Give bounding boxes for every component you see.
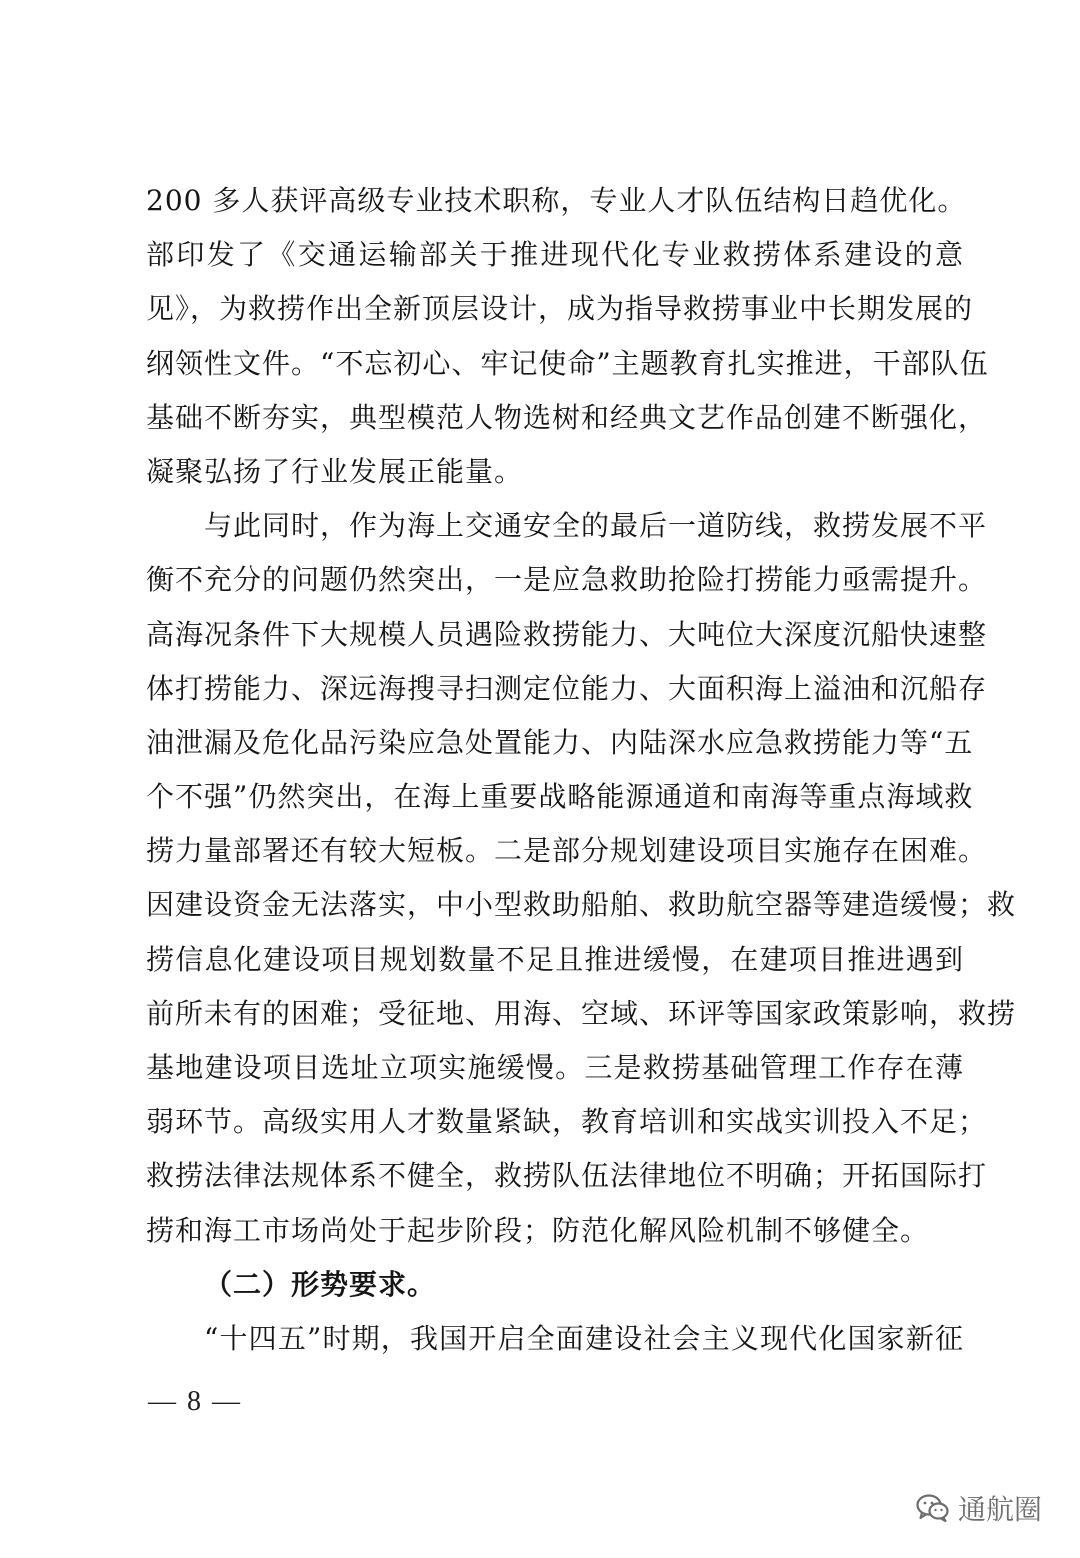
text-line: 救捞法律法规体系不健全，救捞队伍法律地位不明确；开拓国际打: [146, 1159, 988, 1193]
text-line: 见》，为救捞作出全新顶层设计，成为指导救捞事业中长期发展的: [146, 292, 974, 326]
text-line: 捞和海工市场尚处于起步阶段；防范化解风险机制不够健全。: [146, 1213, 930, 1247]
watermark-text: 通航圈: [957, 1493, 1042, 1526]
text-line: 油泄漏及危化品污染应急处置能力、内陆深水应急救捞能力等“五: [146, 725, 974, 759]
page-number: — 8 —: [148, 1386, 242, 1417]
text-line: 纲领性文件。“不忘初心、牢记使命”主题教育扎实推进，干部队伍: [146, 346, 989, 380]
text-line: 因建设资金无法落实，中小型救助船舶、救助航空器等建造缓慢；救: [146, 888, 1017, 922]
text-line: 基础不断夯实，典型模范人物选树和经典文艺作品创建不断强化，: [146, 400, 988, 434]
text-line: 个不强”仍然突出，在海上重要战略能源通道和南海等重点海域救: [146, 780, 974, 814]
text-line: 部印发了《交通运输部关于推进现代化专业救捞体系建设的意: [146, 238, 964, 272]
text-line: 200 多人获评高级专业技术职称，专业人才队伍结构日趋优化。: [146, 184, 967, 217]
text-line: 前所未有的困难；受征地、用海、空域、环评等国家政策影响，救捞: [146, 996, 1017, 1030]
text-line: 捞信息化建设项目规划数量不足且推进缓慢，在建项目推进遇到: [146, 942, 964, 976]
text-line: 体打捞能力、深远海搜寻扫测定位能力、大面积海上溢油和沉船存: [146, 671, 988, 705]
section-heading: （二）形势要求。: [204, 1267, 437, 1301]
text-line: 与此同时，作为海上交通安全的最后一道防线，救捞发展不平: [204, 509, 988, 543]
text-line: “十四五”时期，我国开启全面建设社会主义现代化国家新征: [204, 1321, 964, 1355]
text-line: 基地建设项目选址立项实施缓慢。三是救捞基础管理工作存在薄: [146, 1051, 964, 1084]
text-line: 捞力量部署还有较大短板。二是部分规划建设项目实施存在困难。: [146, 834, 988, 868]
text-line: 高海况条件下大规模人员遇险救捞能力、大吨位大深度沉船快速整: [146, 617, 988, 651]
text-line: 凝聚弘扬了行业发展正能量。: [146, 454, 524, 488]
body-text: [146, 174, 1017, 1366]
text-line: 衡不充分的问题仍然突出，一是应急救助抢险打捞能力亟需提升。: [146, 563, 988, 597]
text-line: 弱环节。高级实用人才数量紧缺，教育培训和实战实训投入不足；: [146, 1105, 988, 1139]
watermark: [916, 1488, 1042, 1528]
wechat-icon: [916, 1493, 950, 1523]
